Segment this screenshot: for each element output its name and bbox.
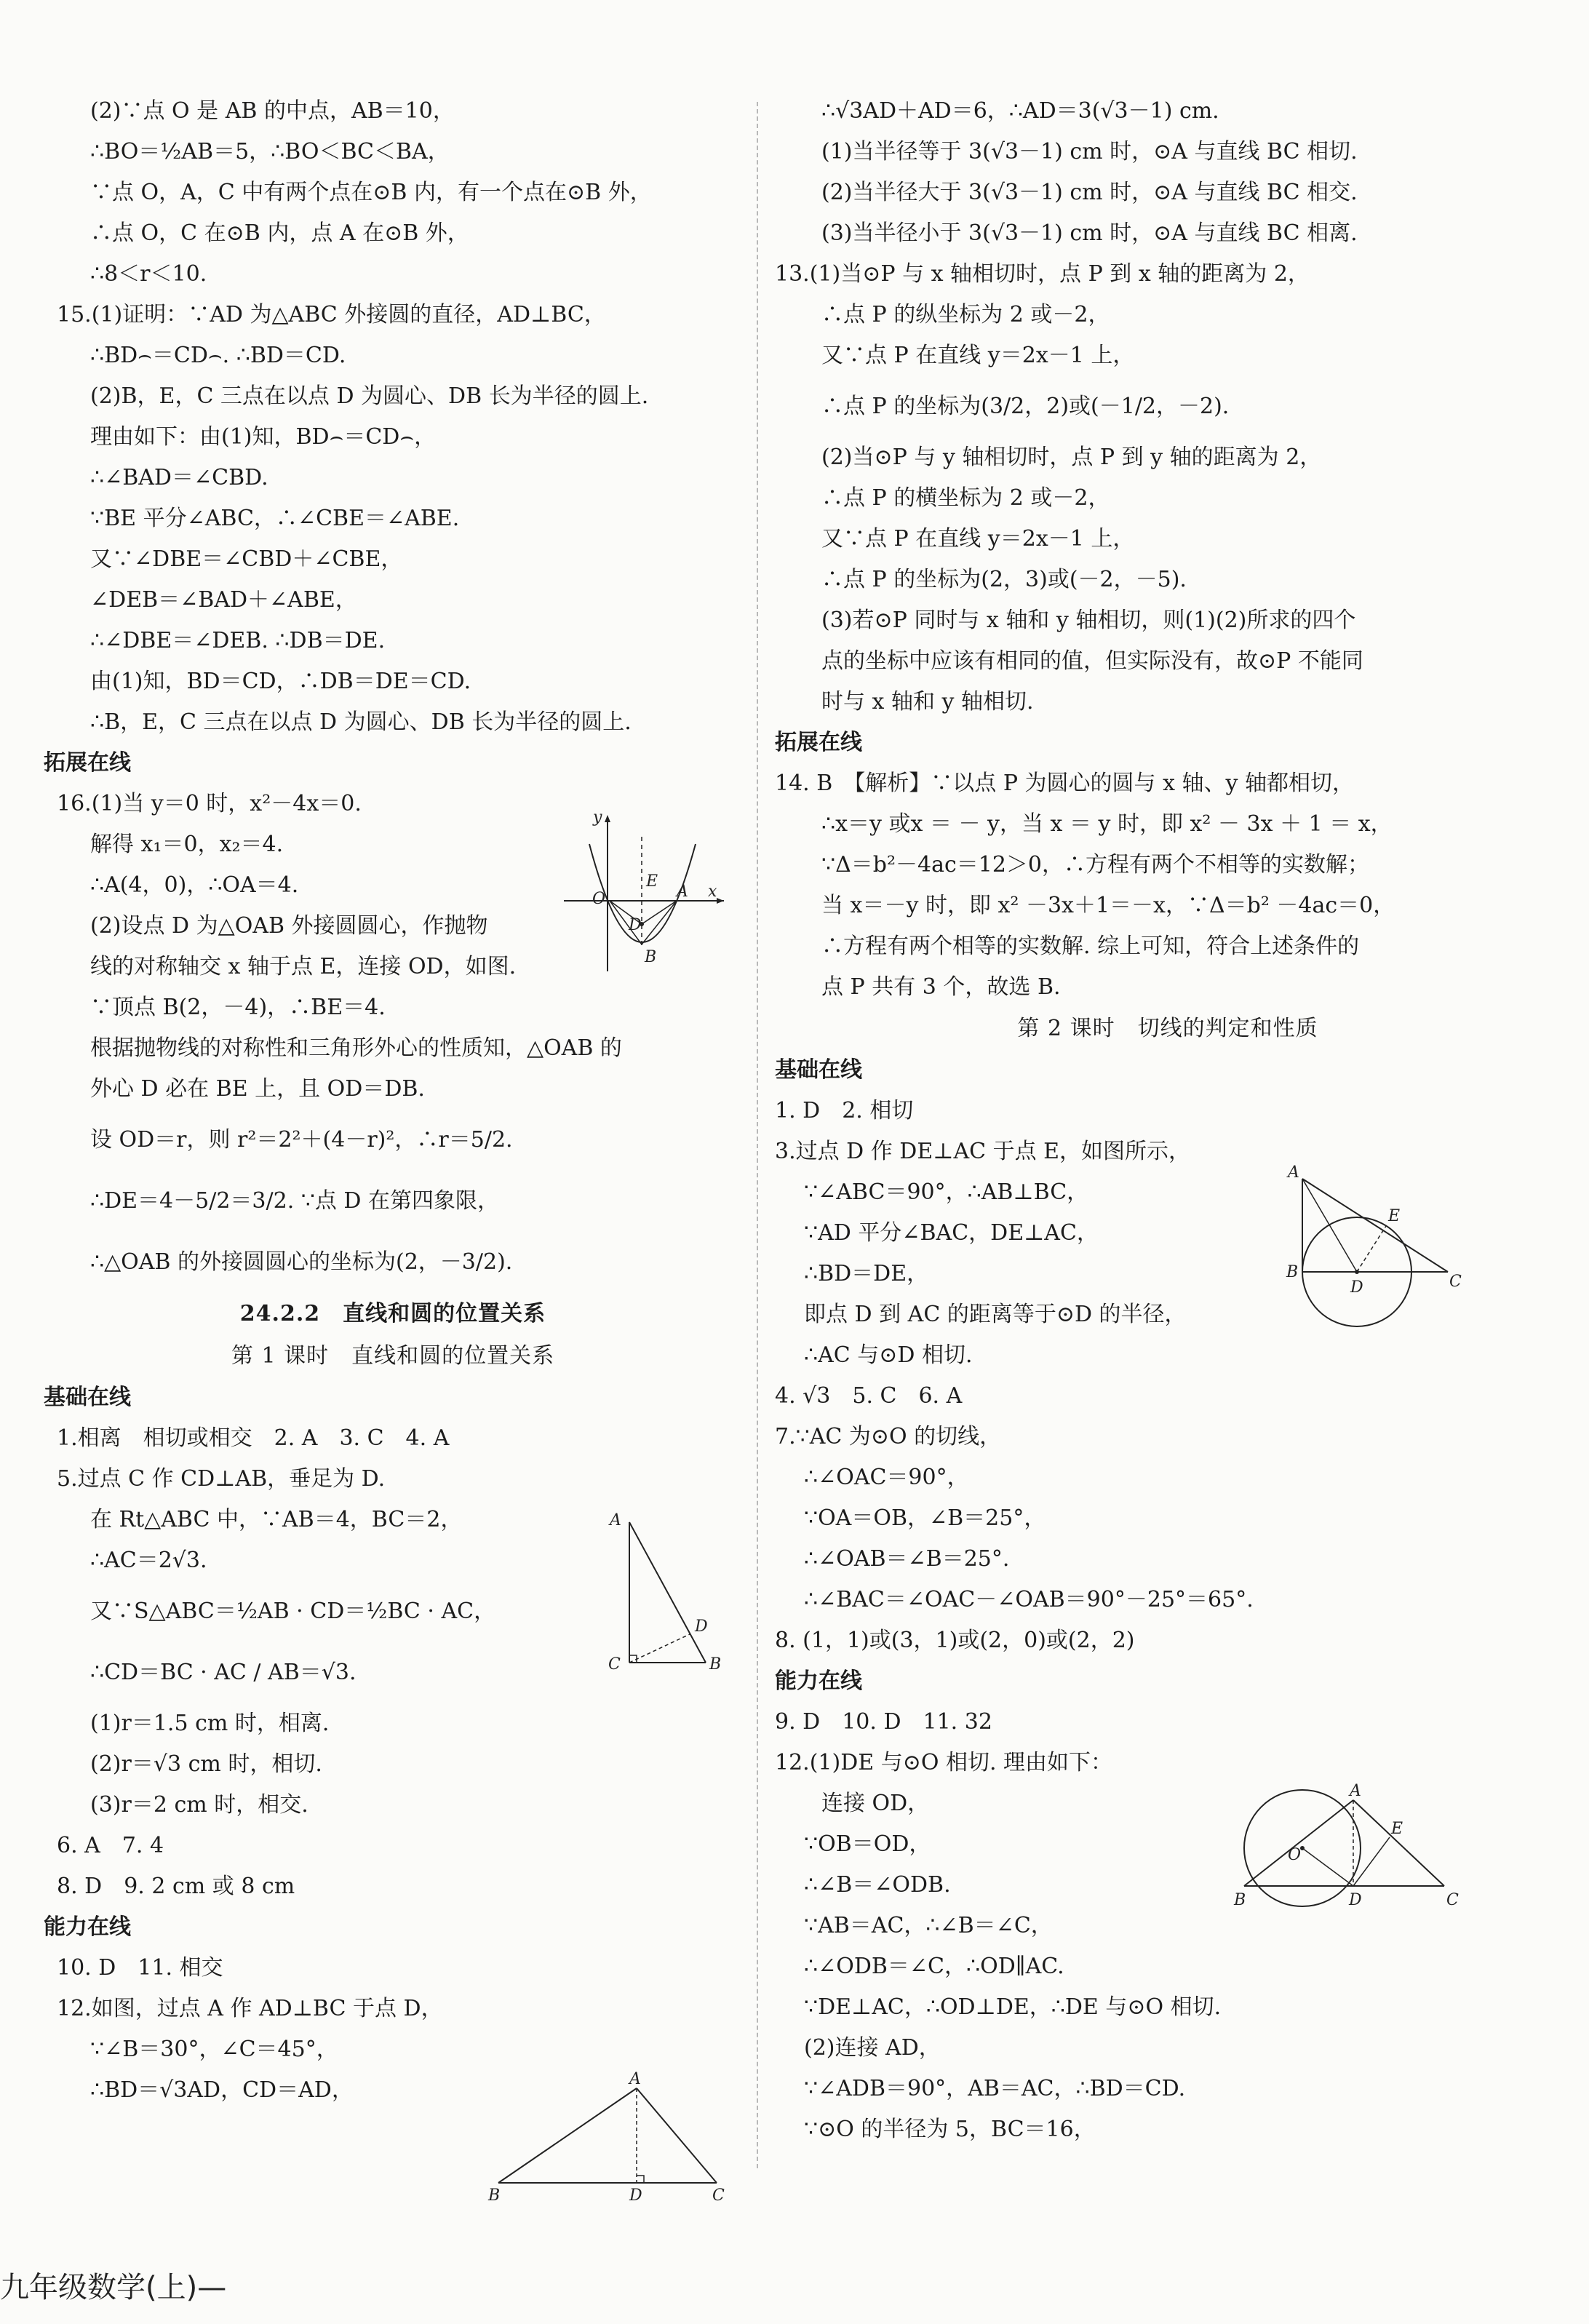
parabola-figure — [560, 808, 728, 978]
section-heading: 能力在线 — [44, 1914, 131, 1940]
circle-triangle-figure — [1230, 1783, 1477, 1917]
label-B: B — [1234, 1891, 1246, 1909]
text-line: ∴x＝y 或x ＝ － y，当 x ＝ y 时，即 x² － 3x ＋ 1 ＝ x， — [821, 811, 1393, 837]
text-line: 连接 OD， — [821, 1791, 930, 1816]
text-line: 当 x＝－y 时，即 x² －3x＋1＝－x，∵Δ＝b² －4ac＝0， — [821, 893, 1395, 918]
text-line: ∴AC 与⊙D 相切. — [804, 1342, 973, 1368]
text-line: ∵⊙O 的半径为 5，BC＝16， — [804, 2117, 1096, 2142]
text-line: ∵BE 平分∠ABC，∴∠CBE＝∠ABE. — [90, 506, 460, 531]
text-line: ∵∠B＝30°，∠C＝45°， — [90, 2037, 338, 2062]
text-line: ∵OB＝OD， — [804, 1831, 931, 1857]
label-E: E — [1388, 1207, 1401, 1225]
label-D: D — [695, 1617, 708, 1636]
text-line: 1.相离 相切或相交 2. A 3. C 4. A — [57, 1425, 450, 1451]
text-line: 又∵点 P 在直线 y＝2x－1 上， — [821, 526, 1135, 552]
text-line: (2)∵点 O 是 AB 的中点，AB＝10， — [90, 98, 455, 124]
label-O: O — [592, 890, 606, 908]
text-line: ∴BD＝√3AD，CD＝AD， — [90, 2077, 354, 2103]
section-heading: 基础在线 — [775, 1057, 862, 1083]
text-line: ∴∠ODB＝∠C，∴OD∥AC. — [804, 1954, 1064, 1979]
text-line: (1)当半径等于 3(√3－1) cm 时，⊙A 与直线 BC 相切. — [821, 139, 1358, 164]
text-line: ∵顶点 B(2，－4)，∴BE＝4. — [90, 995, 386, 1020]
label-A: A — [1288, 1164, 1299, 1182]
text-line: 13.(1)当⊙P 与 x 轴相切时，点 P 到 x 轴的距离为 2， — [775, 261, 1310, 287]
text-line: ∴点 P 的横坐标为 2 或－2， — [821, 485, 1110, 511]
text-line: 5.过点 C 作 CD⊥AB，垂足为 D. — [57, 1466, 386, 1492]
text-line: 7.∵AC 为⊙O 的切线， — [775, 1424, 1002, 1449]
text-line: 理由如下：由(1)知，BD⌢＝CD⌢， — [90, 424, 437, 450]
label-x: x — [708, 883, 717, 901]
text-line: ∴点 P 的坐标为(3/2，2)或(－1/2，－2). — [821, 394, 1230, 419]
text-line: 12.如图，过点 A 作 AD⊥BC 于点 D， — [57, 1996, 443, 2021]
text-line: 9. D 10. D 11. 32 — [775, 1709, 992, 1735]
text-line: ∴AC＝2√3. — [90, 1548, 207, 1573]
label-D: D — [629, 2186, 642, 2205]
isosceles-triangle-figure — [484, 2066, 731, 2208]
section-heading: 基础在线 — [44, 1385, 131, 1410]
text-line: ∵Δ＝b²－4ac＝12＞0，∴方程有两个不相等的实数解； — [821, 852, 1370, 878]
text-line: ∴点 P 的坐标为(2，3)或(－2，－5). — [821, 567, 1187, 592]
text-line: 在 Rt△ABC 中，∵AB＝4，BC＝2， — [90, 1507, 463, 1532]
text-line: 16.(1)当 y＝0 时，x²－4x＝0. — [57, 791, 362, 816]
text-line: 由(1)知，BD＝CD，∴DB＝DE＝CD. — [90, 669, 471, 694]
text-line: ∴∠OAC＝90°， — [804, 1465, 969, 1490]
label-D: D — [1349, 1891, 1362, 1909]
label-B: B — [1286, 1263, 1299, 1281]
text-line: ∴A(4，0)，∴OA＝4. — [90, 872, 299, 898]
text-line: 点的坐标中应该有相同的值，但实际没有，故⊙P 不能同 — [821, 648, 1363, 674]
text-line: ∴DE＝4－5/2＝3/2. ∵点 D 在第四象限， — [90, 1188, 499, 1214]
text-line: 8. D 9. 2 cm 或 8 cm — [57, 1874, 295, 1899]
text-line: 10. D 11. 相交 — [57, 1955, 223, 1981]
text-line: (3)r＝2 cm 时，相交. — [90, 1792, 308, 1818]
label-D: D — [629, 916, 642, 934]
right-triangle-figure — [597, 1506, 735, 1691]
column-divider — [757, 102, 758, 2168]
label-A: A — [610, 1511, 621, 1529]
label-C: C — [712, 2186, 725, 2205]
text-line: ∴点 O，C 在⊙B 内，点 A 在⊙B 外， — [90, 220, 469, 246]
text-line: 设 OD＝r，则 r²＝2²＋(4－r)²，∴r＝5/2. — [90, 1127, 513, 1153]
text-line: (3)当半径小于 3(√3－1) cm 时，⊙A 与直线 BC 相离. — [821, 220, 1358, 246]
text-line: ∴CD＝BC · AC / AB＝√3. — [90, 1660, 357, 1685]
section-heading: 拓展在线 — [775, 730, 862, 755]
text-line: 3.过点 D 作 DE⊥AC 于点 E，如图所示， — [775, 1139, 1191, 1164]
text-line: ∴BD⌢＝CD⌢. ∴BD＝CD. — [90, 343, 346, 368]
text-line: 8. (1，1)或(3，1)或(2，0)或(2，2) — [775, 1628, 1135, 1653]
label-C: C — [608, 1655, 621, 1674]
text-line: 外心 D 必在 BE 上，且 OD＝DB. — [90, 1076, 425, 1102]
label-E: E — [646, 872, 658, 891]
label-A: A — [629, 2070, 641, 2088]
text-line: ∴△OAB 的外接圆圆心的坐标为(2，－3/2). — [90, 1249, 513, 1275]
text-line: (2)当⊙P 与 y 轴相切时，点 P 到 y 轴的距离为 2， — [821, 445, 1322, 470]
tangent-circle-figure — [1281, 1164, 1470, 1342]
text-line: (2)当半径大于 3(√3－1) cm 时，⊙A 与直线 BC 相交. — [821, 180, 1358, 205]
text-line: 线的对称轴交 x 轴于点 E，连接 OD，如图. — [90, 954, 517, 979]
text-line: ∴∠OAB＝∠B＝25°. — [804, 1546, 1010, 1572]
text-line: ∴BO＝½AB＝5，∴BO＜BC＜BA， — [90, 139, 450, 164]
text-line: (2)设点 D 为△OAB 外接圆圆心，作抛物 — [90, 913, 488, 939]
text-line: (3)若⊙P 同时与 x 轴和 y 轴相切，则(1)(2)所求的四个 — [821, 608, 1356, 633]
text-line: ∠DEB＝∠BAD＋∠ABE， — [90, 587, 357, 613]
label-E: E — [1391, 1820, 1403, 1838]
text-line: ∴BD＝DE， — [804, 1261, 929, 1286]
text-line: ∵DE⊥AC，∴OD⊥DE，∴DE 与⊙O 相切. — [804, 1994, 1222, 2020]
text-line: 时与 x 轴和 y 轴相切. — [821, 689, 1034, 715]
label-O: O — [1288, 1846, 1302, 1864]
text-line: ∵OA＝OB，∠B＝25°， — [804, 1505, 1046, 1531]
section-heading: 拓展在线 — [44, 750, 131, 776]
text-line: ∵AB＝AC，∴∠B＝∠C， — [804, 1913, 1053, 1938]
text-line: 1. D 2. 相切 — [775, 1098, 914, 1123]
label-D: D — [1350, 1278, 1363, 1297]
text-line: ∴8＜r＜10. — [90, 261, 207, 287]
text-line: 又∵∠DBE＝∠CBD＋∠CBE， — [90, 546, 403, 572]
text-line: (2)B，E，C 三点在以点 D 为圆心、DB 长为半径的圆上. — [90, 383, 649, 409]
text-line: ∵∠ADB＝90°，AB＝AC，∴BD＝CD. — [804, 2076, 1186, 2101]
text-line: 点 P 共有 3 个，故选 B. — [821, 974, 1061, 1000]
text-line: 6. A 7. 4 — [57, 1833, 164, 1858]
section-title: 24.2.2 直线和圆的位置关系 — [239, 1301, 546, 1326]
lesson-title: 第 1 课时 直线和圆的位置关系 — [231, 1343, 555, 1369]
label-C: C — [1446, 1891, 1459, 1909]
left-column — [44, 91, 742, 2111]
text-line: (2)连接 AD， — [804, 2035, 941, 2061]
text-line: 又∵S△ABC＝½AB · CD＝½BC · AC， — [90, 1599, 496, 1624]
lesson-title: 第 2 课时 切线的判定和性质 — [1017, 1016, 1318, 1041]
label-B: B — [488, 2186, 501, 2205]
text-line: 4. √3 5. C 6. A — [775, 1383, 963, 1409]
label-A: A — [1350, 1783, 1361, 1800]
label-B: B — [645, 948, 657, 966]
text-line: ∵AD 平分∠BAC，DE⊥AC， — [804, 1220, 1099, 1246]
text-line: 解得 x₁＝0，x₂＝4. — [90, 832, 284, 857]
text-line: ∴∠DBE＝∠DEB. ∴DB＝DE. — [90, 628, 386, 653]
text-line: ∴∠B＝∠ODB. — [804, 1872, 951, 1898]
text-line: ∴√3AD＋AD＝6，∴AD＝3(√3－1) cm. — [821, 98, 1219, 124]
text-line: 即点 D 到 AC 的距离等于⊙D 的半径， — [804, 1302, 1187, 1327]
text-line: 15.(1)证明：∵AD 为△ABC 外接圆的直径，AD⊥BC， — [57, 302, 606, 327]
text-line: ∵点 O，A，C 中有两个点在⊙B 内，有一个点在⊙B 外， — [90, 180, 652, 205]
text-line: (2)r＝√3 cm 时，相切. — [90, 1751, 322, 1777]
page-footer: 九年级数学(上)— — [0, 2271, 227, 2304]
label-B: B — [709, 1655, 722, 1674]
text-line: ∴∠BAD＝∠CBD. — [90, 465, 268, 490]
text-line: 14. B 【解析】∵以点 P 为圆心的圆与 x 轴、y 轴都相切， — [775, 771, 1355, 796]
text-line: ∴方程有两个相等的实数解. 综上可知，符合上述条件的 — [821, 934, 1360, 959]
label-A: A — [677, 883, 688, 901]
label-y: y — [593, 808, 602, 827]
text-line: (1)r＝1.5 cm 时，相离. — [90, 1711, 330, 1736]
label-C: C — [1449, 1273, 1462, 1291]
text-line: 又∵点 P 在直线 y＝2x－1 上， — [821, 343, 1135, 368]
text-line: ∵∠ABC＝90°，∴AB⊥BC， — [804, 1179, 1089, 1205]
text-line: 12.(1)DE 与⊙O 相切. 理由如下： — [775, 1750, 1113, 1775]
text-line: ∴点 P 的纵坐标为 2 或－2， — [821, 302, 1110, 327]
text-line: ∴B，E，C 三点在以点 D 为圆心、DB 长为半径的圆上. — [90, 709, 632, 735]
section-heading: 能力在线 — [775, 1668, 862, 1694]
text-line: 根据抛物线的对称性和三角形外心的性质知，△OAB 的 — [90, 1035, 622, 1061]
text-line: ∴∠BAC＝∠OAC－∠OAB＝90°－25°＝65°. — [804, 1587, 1254, 1612]
